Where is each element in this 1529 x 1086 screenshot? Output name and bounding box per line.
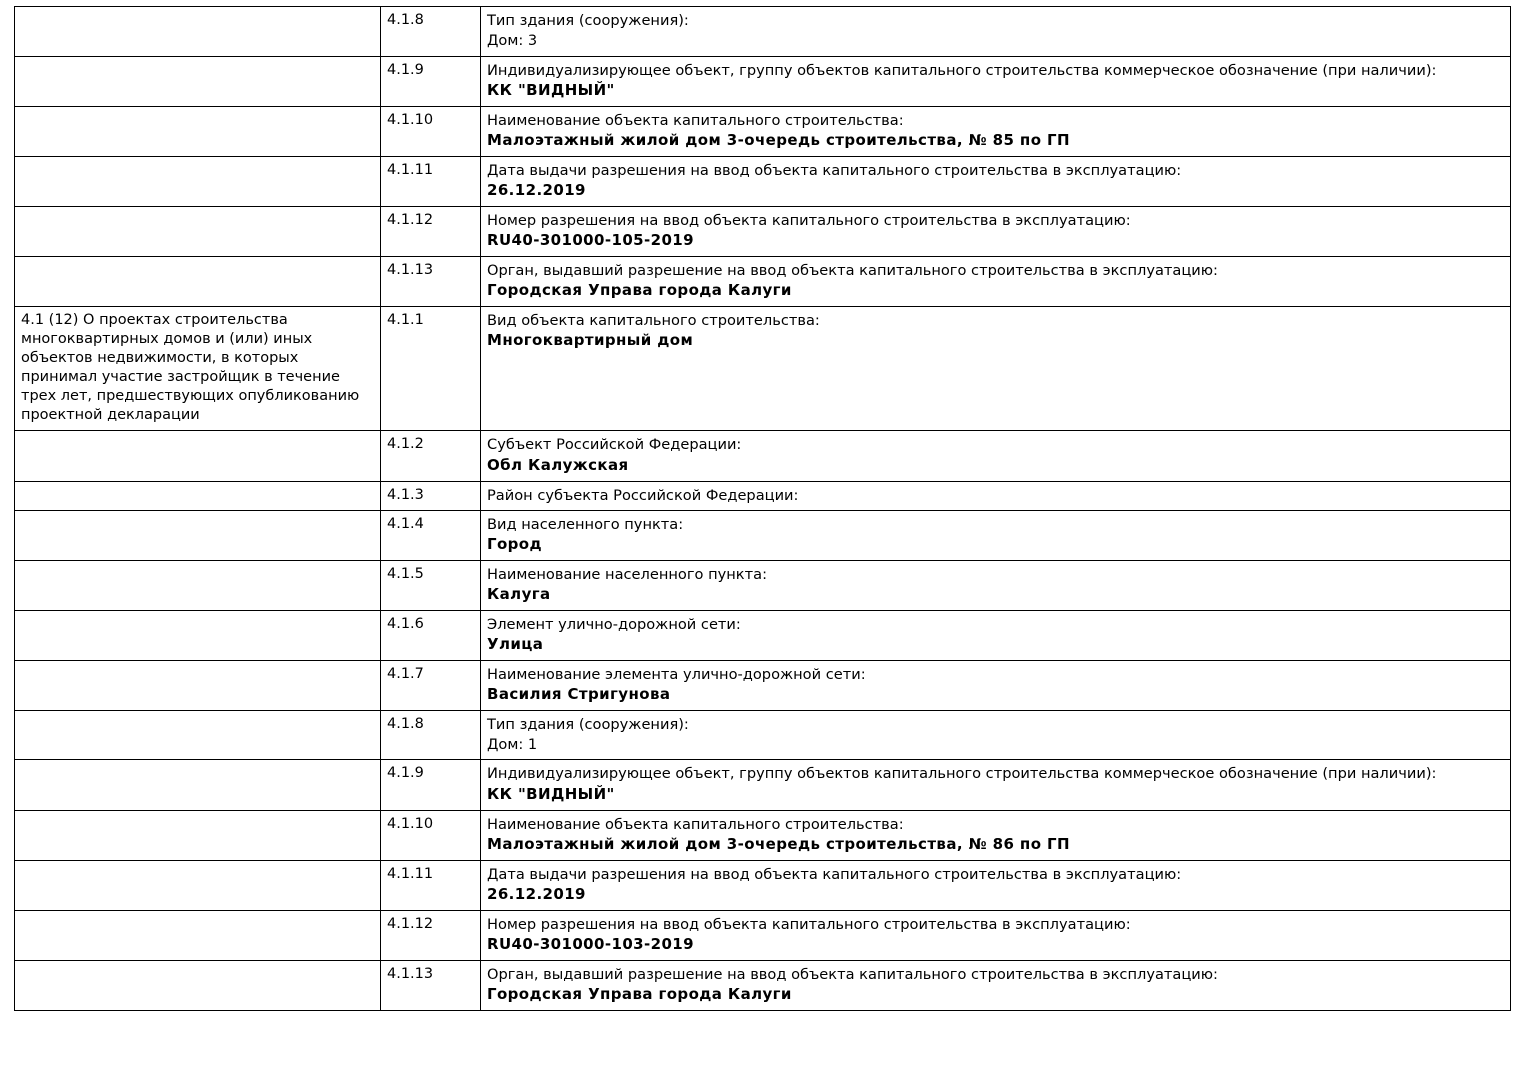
- declaration-table: [14, 6, 1511, 1011]
- field-label: Элемент улично-дорожной сети:: [487, 615, 741, 633]
- row-content-cell: [481, 481, 1511, 510]
- field-label: Дата выдачи разрешения на ввод объекта капитального строительства в эксплуатацию:: [487, 161, 1182, 179]
- field-value: Многоквартирный дом: [487, 330, 694, 349]
- table-row: [15, 431, 1511, 481]
- field-value: RU40-301000-103-2019: [487, 934, 694, 953]
- field-label: Дата выдачи разрешения на ввод объекта капитального строительства в эксплуатацию:: [487, 865, 1182, 883]
- field-value: Городская Управа города Калуги: [487, 280, 792, 299]
- table-row: [15, 960, 1511, 1010]
- row-number-cell: 4.1.12: [381, 206, 481, 256]
- field-label: Вид объекта капитального строительства:: [487, 311, 820, 329]
- row-number-cell: 4.1.10: [381, 810, 481, 860]
- section-spacer-cell: [15, 710, 381, 760]
- row-number-cell: 4.1.9: [381, 56, 481, 106]
- table-row: [15, 206, 1511, 256]
- table-row: [15, 760, 1511, 810]
- table-row: [15, 860, 1511, 910]
- section-spacer-cell: [15, 106, 381, 156]
- row-number-cell: 4.1.6: [381, 610, 481, 660]
- section-spacer-cell: [15, 960, 381, 1010]
- field-label: Тип здания (сооружения):: [487, 715, 689, 733]
- table-row: [15, 481, 1511, 510]
- field-label: Наименование населенного пункта:: [487, 565, 767, 583]
- section-spacer-cell: [15, 660, 381, 710]
- row-content-cell: [481, 206, 1511, 256]
- row-content-cell: [481, 560, 1511, 610]
- field-value: Город: [487, 535, 543, 554]
- field-label: Тип здания (сооружения):: [487, 12, 689, 29]
- table-row: [15, 510, 1511, 560]
- row-content-cell: [481, 810, 1511, 860]
- row-number-cell: 4.1.4: [381, 510, 481, 560]
- row-content-cell: [481, 710, 1511, 760]
- section-spacer-cell: [15, 156, 381, 206]
- field-value: Малоэтажный жилой дом 3-очередь строительства, № 85 по ГП: [487, 130, 1070, 149]
- row-number-cell: 4.1.5: [381, 560, 481, 610]
- row-number-cell: 4.1.3: [381, 481, 481, 510]
- field-label: Индивидуализирующее объект, группу объектов капитального строительства коммерческое обозначение (при наличии):: [487, 765, 1437, 783]
- field-value: 26.12.2019: [487, 884, 586, 903]
- section-spacer-cell: [15, 560, 381, 610]
- row-content-cell: [481, 760, 1511, 810]
- field-label: Наименование объекта капитального строительства:: [487, 111, 904, 129]
- declaration-table-body: [15, 7, 1511, 1011]
- row-number-cell: 4.1.8: [381, 7, 481, 57]
- row-content-cell: [481, 306, 1511, 431]
- row-content-cell: [481, 7, 1511, 57]
- field-label: Вид населенного пункта:: [487, 515, 684, 533]
- field-value: Городская Управа города Калуги: [487, 984, 792, 1003]
- field-value: Дом: 1: [487, 736, 538, 754]
- row-number-cell: 4.1.1: [381, 306, 481, 431]
- row-content-cell: [481, 610, 1511, 660]
- field-value: Обл Калужская: [487, 455, 629, 474]
- table-row: [15, 710, 1511, 760]
- table-row: [15, 660, 1511, 710]
- field-value: Дом: 3: [487, 32, 538, 50]
- row-content-cell: [481, 106, 1511, 156]
- table-row: [15, 7, 1511, 57]
- field-label: Район субъекта Российской Федерации:: [487, 486, 799, 504]
- section-spacer-cell: [15, 206, 381, 256]
- table-row: [15, 106, 1511, 156]
- field-label: Субъект Российской Федерации:: [487, 436, 742, 454]
- section-spacer-cell: [15, 431, 381, 481]
- row-number-cell: 4.1.12: [381, 910, 481, 960]
- field-label: Орган, выдавший разрешение на ввод объекта капитального строительства в эксплуатацию:: [487, 261, 1218, 279]
- field-label: Индивидуализирующее объект, группу объектов капитального строительства коммерческое обозначение (при наличии):: [487, 61, 1437, 79]
- field-value: Улица: [487, 635, 544, 654]
- field-value: Василия Стригунова: [487, 685, 671, 704]
- section-spacer-cell: [15, 860, 381, 910]
- table-row: [15, 156, 1511, 206]
- field-label: Наименование объекта капитального строительства:: [487, 815, 904, 833]
- section-spacer-cell: [15, 7, 381, 57]
- row-number-cell: 4.1.11: [381, 860, 481, 910]
- field-label: Номер разрешения на ввод объекта капитального строительства в эксплуатацию:: [487, 211, 1131, 229]
- row-content-cell: [481, 860, 1511, 910]
- row-number-cell: 4.1.9: [381, 760, 481, 810]
- table-row: [15, 560, 1511, 610]
- row-content-cell: [481, 910, 1511, 960]
- section-spacer-cell: [15, 256, 381, 306]
- row-content-cell: [481, 56, 1511, 106]
- section-spacer-cell: [15, 610, 381, 660]
- section-spacer-cell: [15, 481, 381, 510]
- section-spacer-cell: [15, 760, 381, 810]
- table-row: [15, 810, 1511, 860]
- section-spacer-cell: [15, 510, 381, 560]
- field-value: Калуга: [487, 585, 551, 604]
- row-number-cell: 4.1.2: [381, 431, 481, 481]
- row-number-cell: 4.1.7: [381, 660, 481, 710]
- row-content-cell: [481, 960, 1511, 1010]
- field-label: Орган, выдавший разрешение на ввод объекта капитального строительства в эксплуатацию:: [487, 965, 1218, 983]
- row-number-cell: 4.1.11: [381, 156, 481, 206]
- field-value: КК "ВИДНЫЙ": [487, 80, 615, 99]
- section-spacer-cell: [15, 910, 381, 960]
- row-content-cell: [481, 256, 1511, 306]
- field-value: КК "ВИДНЫЙ": [487, 784, 615, 803]
- row-number-cell: 4.1.13: [381, 960, 481, 1010]
- table-row: [15, 610, 1511, 660]
- field-value: RU40-301000-105-2019: [487, 230, 694, 249]
- section-spacer-cell: [15, 810, 381, 860]
- field-label: Наименование элемента улично-дорожной сети:: [487, 665, 866, 683]
- table-row: [15, 910, 1511, 960]
- table-row: [15, 256, 1511, 306]
- section-title-cell: 4.1 (12) О проектах строительства многоквартирных домов и (или) иных объектов недвижимости, в которых принимал участие застройщик в течение трех лет, предшествующих опубликованию проектной декларации: [15, 306, 381, 431]
- row-content-cell: [481, 660, 1511, 710]
- row-content-cell: [481, 431, 1511, 481]
- section-spacer-cell: [15, 56, 381, 106]
- document-page: [0, 6, 1529, 1086]
- row-number-cell: 4.1.13: [381, 256, 481, 306]
- row-number-cell: 4.1.8: [381, 710, 481, 760]
- field-label: Номер разрешения на ввод объекта капитального строительства в эксплуатацию:: [487, 915, 1131, 933]
- field-value: 26.12.2019: [487, 180, 586, 199]
- row-content-cell: [481, 510, 1511, 560]
- table-row: [15, 306, 1511, 431]
- field-value: Малоэтажный жилой дом 3-очередь строительства, № 86 по ГП: [487, 834, 1070, 853]
- row-number-cell: 4.1.10: [381, 106, 481, 156]
- table-row: [15, 56, 1511, 106]
- row-content-cell: [481, 156, 1511, 206]
